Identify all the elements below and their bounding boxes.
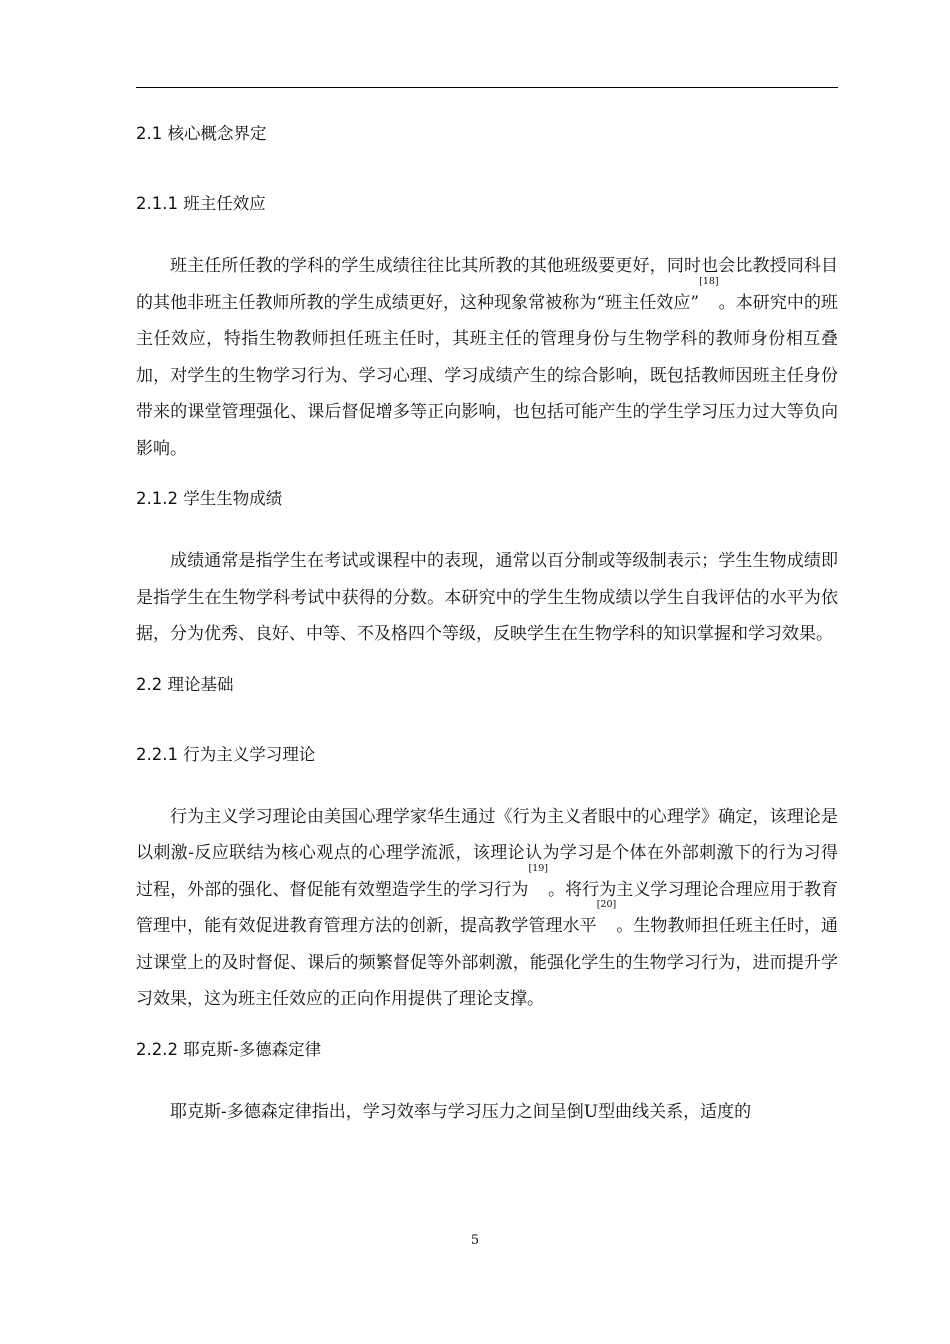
section-heading-2-2-2: 2.2.2 耶克斯-多德森定律	[136, 1039, 322, 1059]
citation: [18]	[699, 275, 719, 287]
citation: [19]	[528, 862, 548, 874]
citation: [20]	[596, 899, 617, 910]
page-body	[136, 122, 838, 1130]
paragraph-text: 行为主义学习理论由美国心理学家华生通过《行为主义者眼中的心理学》确定，该理论是以刺激-反应联结为核心观点的心理学流派，该理论认为学习是个体在外部刺激下的行为习得过程，外部的强化、督促能有效塑造学生的学习行为	[136, 806, 838, 900]
section-heading-2-1-2: 2.1.2 学生生物成绩	[136, 489, 283, 508]
paragraph-text: 。生物教师担任班主任时，通过课堂上的及时督促、课后的频繁督促等外部刺激，能强化学生的生物学习行为，进而提升学习效果，这为班主任效应的正向作用提供了理论支撑。	[136, 916, 839, 1009]
section-heading-2-2-1: 2.2.1 行为主义学习理论	[136, 744, 316, 764]
paragraph-2-2-2: 耶克斯-多德森定律指出，学习效率与学习压力之间呈倒U型曲线关系，适度的	[170, 1101, 752, 1122]
page-number: 5	[470, 1233, 480, 1248]
paragraph-text: 。本研究中的班主任效应，特指生物教师担任班主任时，其班主任的管理身份与生物学科的教师身份相互叠加，对学生的生物学习行为、学习心理、学习成绩产生的综合影响，既包括教师因班主任身份带来的课堂管理强化、课后督促增多等正向影响，也包括可能产生的学生学习压力过大等负向影响。	[136, 292, 838, 459]
paragraph-2-1-1	[136, 248, 838, 467]
paragraph-2-1-2: 成绩通常是指学生在考试或课程中的表现，通常以百分制或等级制表示；学生生物成绩即是指学生在生物学科考试中获得的分数。本研究中的学生生物成绩以学生自我评估的水平为依据，分为优秀、良好、中等、不及格四个等级，反映学生在生物学科的知识掌握和学习效果。	[136, 551, 838, 644]
paragraph-text: 。将行为主义学习理论合理应用于教育管理中，能有效促进教育管理方法的创新，提高教学管理水平	[136, 879, 839, 936]
header-rule	[136, 87, 838, 88]
paragraph-2-2-1	[136, 799, 838, 1018]
section-heading-2-2: 2.2 理论基础	[136, 674, 234, 694]
section-heading-2-1: 2.1 核心概念界定	[136, 124, 267, 143]
paragraph-text: 班主任所任教的学科的学生成绩往往比其所教的其他班级要更好，同时也会比教授同科目的其他非班主任教师所教的学生成绩更好，这种现象常被称为“班主任效应”	[136, 256, 838, 313]
section-heading-2-1-1: 2.1.1 班主任效应	[136, 194, 266, 213]
